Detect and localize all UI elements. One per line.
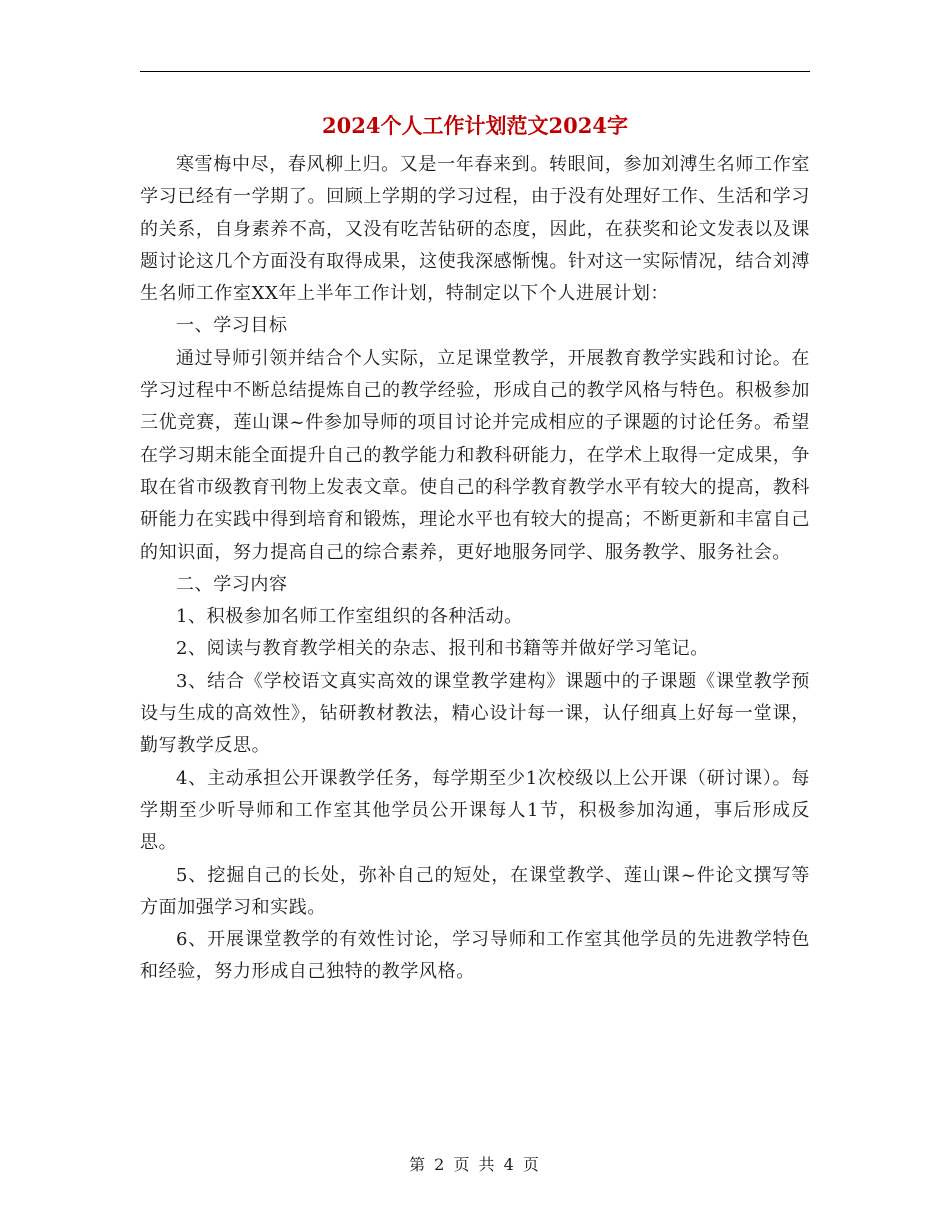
- section-heading-goals: 一、学习目标: [176, 315, 288, 337]
- content-item-4: 4、主动承担公开课教学任务，每学期至少1次校级以上公开课（研讨课）。每学期至少听导师和工作室其他学员公开课每人1节，积极参加沟通，事后形成反思。: [140, 767, 810, 854]
- content-item-3: 3、结合《学校语文真实高效的课堂教学建构》课题中的子课题《课堂教学预设与生成的高效性》，钻研教材教法，精心设计每一课，认仔细真上好每一堂课，勤写教学反思。: [140, 670, 810, 757]
- content-item-2: 2、阅读与教育教学相关的杂志、报刊和书籍等并做好学习笔记。: [176, 638, 709, 660]
- document-title: 2024个人工作计划范文2024字: [322, 113, 628, 138]
- header-rule: [140, 71, 810, 72]
- content-item-5: 5、挖掘自己的长处，弥补自己的短处，在课堂教学、莲山课~件论文撰写等方面加强学习和实践。: [140, 864, 810, 918]
- document-body: [140, 149, 810, 989]
- content-item-1: 1、积极参加名师工作室组织的各种活动。: [176, 606, 523, 628]
- content-item-6: 6、开展课堂教学的有效性讨论，学习导师和工作室其他学员的先进教学特色和经验，努力形成自己独特的教学风格。: [140, 929, 810, 983]
- goals-paragraph: 通过导师引领并结合个人实际，立足课堂教学，开展教育教学实践和讨论。在学习过程中不断总结提炼自己的教学经验，形成自己的教学风格与特色。积极参加三优竞赛，莲山课~件参加导师的项目讨论并完成相应的子课题的讨论任务。希望在学习期末能全面提升自己的教学能力和教科研能力，在学术上取得一定成果，争取在省市级教育刊物上发表文章。使自己的科学教育教学水平有较大的提高，教科研能力在实践中得到培育和锻炼，理论水平也有较大的提高；不断更新和丰富自己的知识面，努力提高自己的综合素养，更好地服务同学、服务教学、服务社会。: [140, 347, 810, 563]
- page-number: 第 2 页 共 4 页: [409, 1155, 541, 1174]
- intro-paragraph: 寒雪梅中尽，春风柳上归。又是一年春来到。转眼间，参加刘溥生名师工作室学习已经有一学期了。回顾上学期的学习过程，由于没有处理好工作、生活和学习的关系，自身素养不高，又没有吃苦钻研的态度，因此，在获奖和论文发表以及课题讨论这几个方面没有取得成果，这使我深感惭愧。针对这一实际情况，结合刘溥生名师工作室XX年上半年工作计划，特制定以下个人进展计划：: [140, 154, 810, 305]
- section-heading-content: 二、学习内容: [176, 573, 288, 595]
